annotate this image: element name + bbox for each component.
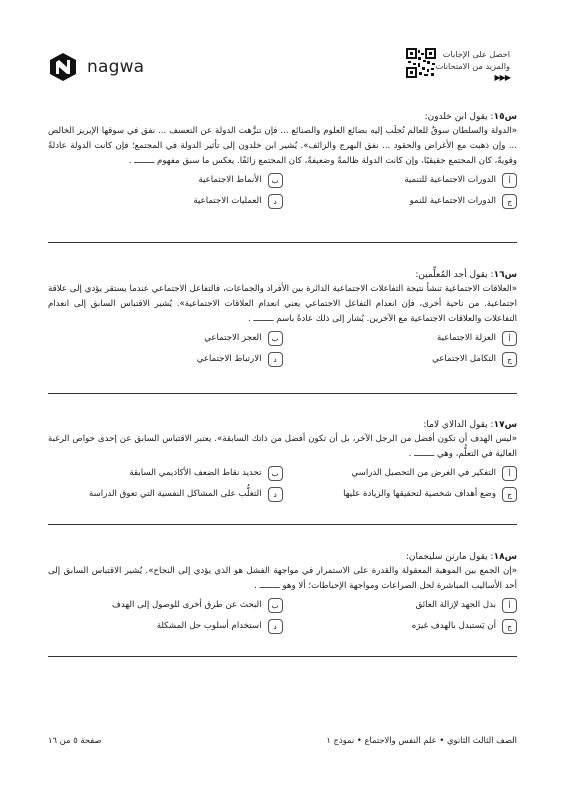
option-letter: ج xyxy=(502,619,517,634)
question-title xyxy=(48,110,517,124)
option-letter: ج xyxy=(502,352,517,367)
option-text: أن يَستبدل بالهدف غيرَه xyxy=(411,621,496,631)
question-18 xyxy=(48,550,517,634)
question-15 xyxy=(48,110,517,209)
nagwa-logo-icon xyxy=(48,52,78,82)
option-a[interactable] xyxy=(283,466,518,481)
answer-options xyxy=(48,466,517,502)
question-text: «العلاقات الاجتماعية تنشأ نتيجة التفاعلات الاجتماعية الدائرة بين الأفراد والجماعات، فالتفاعل الاجتماعي عندما يستقر يؤدي إلى علاقة اجتماعية. من ناحية أخرى، فإن انعدام التفاعل الاجتماعي يعني انعدام العلاقات الاجتماعية». يُشير الاقتباس السابق إلى انعدام التفاعلات والعلاقات الاجتماعية مع الآخرين. يُشار إلى ذلك عادةً باسم ــــــــ . xyxy=(48,284,517,324)
option-d[interactable] xyxy=(48,619,283,634)
option-letter: ج xyxy=(502,194,517,209)
option-c[interactable] xyxy=(283,194,518,209)
divider xyxy=(48,393,517,394)
question-intro: : يقول ابن خلدون: xyxy=(424,112,494,122)
page-header xyxy=(48,44,517,92)
option-b[interactable] xyxy=(48,598,283,613)
question-number: س١٧ xyxy=(493,420,517,430)
promo-text xyxy=(436,48,510,84)
option-letter: ب xyxy=(268,466,283,481)
question-number: س١٦ xyxy=(493,270,517,280)
option-letter: د xyxy=(268,352,283,367)
answer-options xyxy=(48,598,517,634)
option-c[interactable] xyxy=(283,487,518,502)
course-info: الصف الثالث الثانوي • علم النفس والاجتماع • نموذج ١ xyxy=(326,735,517,745)
qr-code-icon xyxy=(406,48,436,78)
question-text: «إن الجمع بين الموهبة المعقولة والقدرة على الاستمرار في مواجهة الفشل هو الذي يؤدي إلى النجاح». يُشير الاقتباس السابق إلى أحد الأساليب المباشرة لحل الصراعات ومواجهة الإحباطات؛ ألا وهو ــــــــ . xyxy=(48,566,517,591)
option-b[interactable] xyxy=(48,173,283,188)
option-letter: ب xyxy=(268,331,283,346)
question-number: س١٨ xyxy=(493,552,517,562)
option-d[interactable] xyxy=(48,487,283,502)
question-title xyxy=(48,550,517,564)
option-letter: أ xyxy=(502,598,517,613)
option-a[interactable] xyxy=(283,173,518,188)
divider xyxy=(48,656,517,657)
question-16 xyxy=(48,268,517,367)
question-text: «ليس الهدف أن تكون أفضل من الرجل الآخر، بل أن تكون أفضل من ذاتك السابقة». يعتبر الاقتباس السابق عن إحدى خواص الرغبة العالية في التعلُّم، وهي ــــــــ . xyxy=(48,434,517,459)
question-text: «الدولة والسلطان سوقٌ للعالم تُجلَب إليه بضائع العلوم والصنائع ... فإن تنزَّهت الدولة عن التعسف ... نفق في سوقها الإبريز الخالص ... وإن ذهبت مع الأغراض والحقود ... نفق البهرج والزائف». يُشير ابن خلدون إلى تأثير الدولة في المجتمع؛ فإن كانت الدولة عادلةً وقويةً، كان المجتمع حقيقيًا، وإن كانت الدولة ظالمةً وضعيفةً، كان المجتمع زائفًا. يعكس ما سبق مفهوم ــــــــ . xyxy=(48,126,517,166)
question-17 xyxy=(48,418,517,502)
option-text: العجز الاجتماعي xyxy=(204,333,262,343)
arrows-icon: ▶▶▶ xyxy=(494,73,510,82)
promo-line-1: احصل على الإجابات xyxy=(442,49,510,59)
option-d[interactable] xyxy=(48,194,283,209)
option-c[interactable] xyxy=(283,619,518,634)
option-text: الارتباط الاجتماعي xyxy=(196,354,262,364)
option-letter: د xyxy=(268,194,283,209)
nagwa-brand[interactable] xyxy=(48,52,144,82)
question-number: س١٥ xyxy=(493,112,517,122)
option-text: التكامل الاجتماعي xyxy=(432,354,496,364)
option-letter: د xyxy=(268,619,283,634)
option-text: الدورات الاجتماعية للنمو xyxy=(409,196,496,206)
option-text: الدورات الاجتماعية للتنمية xyxy=(404,175,496,185)
option-text: وضع أهداف شخصية لتحقيقها والزيادة عليها xyxy=(343,489,496,499)
option-letter: ب xyxy=(268,598,283,613)
brand-name: nagwa xyxy=(87,57,145,77)
question-title xyxy=(48,268,517,282)
option-text: بذل الجهد لإزالة العائق xyxy=(415,600,496,610)
option-letter: د xyxy=(268,487,283,502)
question-intro: : يقول مارتن سليجمان: xyxy=(405,552,494,562)
option-text: العزلة الاجتماعية xyxy=(437,333,496,343)
promo-line-2: والمزيد من الامتحانات xyxy=(435,61,510,71)
option-text: التفكير في الغرض من التحصيل الدراسي xyxy=(351,468,496,478)
option-text: التغلُّب على المشاكل النفسية التي تعوق الدراسة xyxy=(89,489,262,499)
option-letter: ج xyxy=(502,487,517,502)
option-letter: أ xyxy=(502,331,517,346)
question-intro: : يقول الدالاي لاما: xyxy=(423,420,494,430)
option-letter: ب xyxy=(268,173,283,188)
option-b[interactable] xyxy=(48,466,283,481)
option-text: العمليات الاجتماعية xyxy=(193,196,262,206)
divider xyxy=(48,524,517,525)
option-letter: أ xyxy=(502,173,517,188)
option-text: استخدام أسلوب حل المشكلة xyxy=(156,621,262,631)
option-text: الأنماط الاجتماعية xyxy=(198,175,262,185)
page-number: صفحة ٥ من ١٦ xyxy=(48,735,102,745)
option-d[interactable] xyxy=(48,352,283,367)
divider xyxy=(48,242,517,243)
option-a[interactable] xyxy=(283,598,518,613)
qr-promo[interactable] xyxy=(406,48,517,84)
option-letter: أ xyxy=(502,466,517,481)
option-text: البحث عن طرق أخرى للوصول إلى الهدف xyxy=(111,600,262,610)
option-a[interactable] xyxy=(283,331,518,346)
option-b[interactable] xyxy=(48,331,283,346)
answer-options xyxy=(48,331,517,367)
option-text: تحديد نقاط الضعف الأكاديمي السابقة xyxy=(129,468,262,478)
question-intro: : يقول أحد المُعلِّمين: xyxy=(415,270,494,280)
question-title xyxy=(48,418,517,432)
option-c[interactable] xyxy=(283,352,518,367)
answer-options xyxy=(48,173,517,209)
